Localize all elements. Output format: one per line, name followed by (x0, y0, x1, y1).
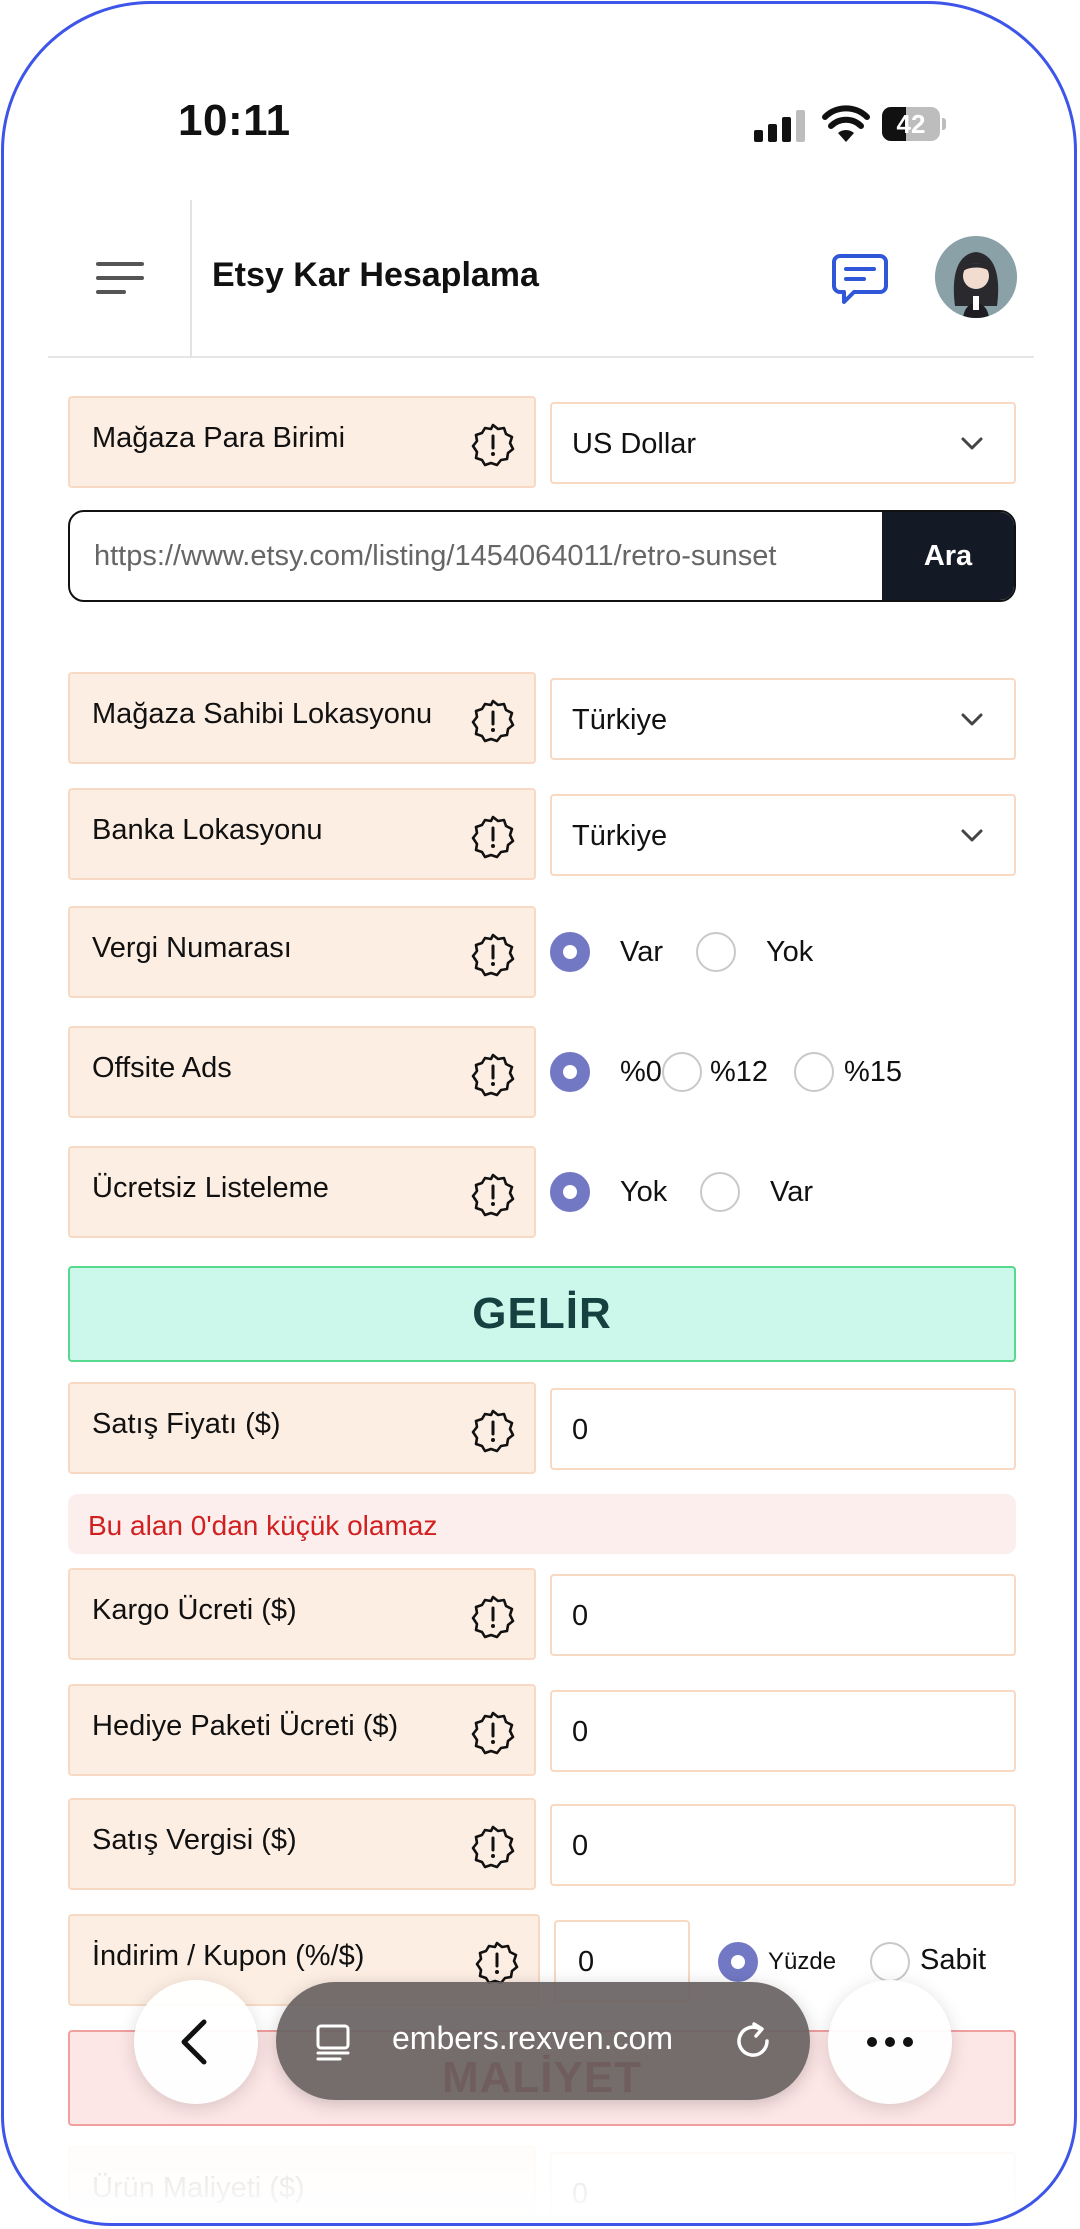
offsite-ads-radio-0[interactable] (550, 1052, 590, 1092)
tax-number-radio-yok[interactable] (696, 932, 736, 972)
offsite-ads-label: Offsite Ads (92, 1052, 232, 1084)
info-badge-icon[interactable] (470, 698, 516, 744)
browser-more-button[interactable] (828, 1980, 952, 2104)
bank-location-label: Banka Lokasyonu (92, 814, 323, 846)
page-title: Etsy Kar Hesaplama (212, 256, 539, 294)
row-store-currency (68, 396, 1016, 486)
user-avatar[interactable] (935, 236, 1017, 318)
sales-tax-input[interactable] (550, 1804, 1016, 1886)
owner-location-label: Mağaza Sahibi Lokasyonu (92, 698, 433, 730)
offsite-ads-option-label: %0 (620, 1056, 662, 1088)
offsite-ads-radio-15[interactable] (794, 1052, 834, 1092)
battery-level: 42 (896, 109, 926, 139)
gift-wrap-fee-value: 0 (572, 1716, 589, 1748)
owner-location-value: Türkiye (572, 704, 668, 736)
chat-icon[interactable] (830, 248, 890, 308)
cellular-signal-icon (754, 110, 806, 142)
label-box (68, 1798, 536, 1890)
bank-location-select[interactable] (550, 794, 1016, 876)
label-box (68, 1026, 536, 1118)
sale-price-error: Bu alan 0'dan küçük olamaz (68, 1494, 1016, 1554)
label-box (68, 672, 536, 764)
free-listing-option-label: Var (770, 1176, 813, 1208)
row-owner-location (68, 672, 1016, 762)
listing-url-input[interactable]: https://www.etsy.com/listing/1454064011/retro-sunset (94, 540, 777, 572)
tax-number-option-label: Yok (766, 936, 814, 968)
owner-location-select[interactable] (550, 678, 1016, 760)
browser-back-button[interactable] (134, 1980, 258, 2104)
discount-radio-percent[interactable] (718, 1942, 758, 1982)
label-box (68, 1146, 536, 1238)
row-sales-tax (68, 1798, 1016, 1888)
status-bar (4, 4, 1074, 174)
bottom-fade (4, 2144, 1074, 2222)
screen (4, 4, 1074, 2222)
gift-wrap-fee-label: Hediye Paketi Ücreti ($) (92, 1710, 399, 1742)
listing-url-search (68, 510, 1016, 602)
sale-price-value: 0 (572, 1414, 589, 1446)
row-offsite-ads (68, 1026, 1016, 1116)
discount-label: İndirim / Kupon (%/$) (92, 1940, 365, 1972)
tax-number-label: Vergi Numarası (92, 932, 292, 964)
row-tax-number (68, 906, 1016, 996)
info-badge-icon[interactable] (470, 1594, 516, 1640)
browser-address-bar[interactable] (276, 1982, 810, 2100)
label-box (68, 1382, 536, 1474)
label-box (68, 1568, 536, 1660)
more-dots-icon (828, 1980, 952, 2104)
chevron-down-icon (960, 826, 984, 846)
label-box (68, 906, 536, 998)
bank-location-value: Türkiye (572, 820, 668, 852)
row-shipping-fee (68, 1568, 1016, 1658)
free-listing-radio-yok[interactable] (550, 1172, 590, 1212)
row-gift-wrap-fee (68, 1684, 1016, 1774)
label-box (68, 788, 536, 880)
info-badge-icon[interactable] (474, 1940, 520, 1986)
row-free-listing (68, 1146, 1016, 1236)
sales-tax-label: Satış Vergisi ($) (92, 1824, 297, 1856)
tabs-icon[interactable] (314, 2020, 356, 2062)
tax-number-option-label: Var (620, 936, 663, 968)
free-listing-label: Ücretsiz Listeleme (92, 1172, 329, 1204)
store-currency-value: US Dollar (572, 428, 697, 460)
sales-tax-value: 0 (572, 1830, 589, 1862)
shipping-fee-value: 0 (572, 1600, 589, 1632)
battery-icon (882, 107, 946, 141)
offsite-ads-option-label: %15 (844, 1056, 903, 1088)
tax-number-radio-var[interactable] (550, 932, 590, 972)
info-badge-icon[interactable] (470, 814, 516, 860)
gift-wrap-fee-input[interactable] (550, 1690, 1016, 1772)
offsite-ads-option-label: %12 (710, 1056, 769, 1088)
info-badge-icon[interactable] (470, 1710, 516, 1756)
wifi-icon (822, 104, 870, 144)
sale-price-input[interactable] (550, 1388, 1016, 1470)
info-badge-icon[interactable] (470, 1052, 516, 1098)
row-bank-location (68, 788, 1016, 878)
sale-price-label: Satış Fiyatı ($) (92, 1408, 281, 1440)
info-badge-icon[interactable] (470, 1172, 516, 1218)
app-header (48, 200, 1034, 358)
free-listing-option-label: Yok (620, 1176, 668, 1208)
info-badge-icon[interactable] (470, 422, 516, 468)
reload-icon[interactable] (730, 2018, 776, 2064)
info-badge-icon[interactable] (470, 1408, 516, 1454)
store-currency-label: Mağaza Para Birimi (92, 422, 346, 454)
menu-icon[interactable] (96, 262, 144, 296)
search-button[interactable]: Ara (882, 512, 1014, 600)
offsite-ads-radio-12[interactable] (662, 1052, 702, 1092)
discount-radio-fixed[interactable] (870, 1942, 910, 1982)
discount-option-label: Yüzde (768, 1948, 837, 1975)
label-box (68, 396, 536, 488)
browser-domain: embers.rexven.com (392, 2020, 673, 2056)
status-time: 10:11 (178, 96, 291, 145)
row-sale-price (68, 1382, 1016, 1472)
store-currency-select[interactable] (550, 402, 1016, 484)
header-divider (190, 200, 192, 358)
info-badge-icon[interactable] (470, 1824, 516, 1870)
shipping-fee-input[interactable] (550, 1574, 1016, 1656)
chevron-down-icon (960, 710, 984, 730)
free-listing-radio-var[interactable] (700, 1172, 740, 1212)
chevron-left-icon (134, 1980, 258, 2104)
discount-value: 0 (578, 1946, 595, 1978)
chevron-down-icon (960, 434, 984, 454)
label-box (68, 1684, 536, 1776)
info-badge-icon[interactable] (470, 932, 516, 978)
shipping-fee-label: Kargo Ücreti ($) (92, 1594, 297, 1626)
income-section-title: GELİR (68, 1266, 1016, 1362)
discount-option-label: Sabit (920, 1944, 987, 1976)
